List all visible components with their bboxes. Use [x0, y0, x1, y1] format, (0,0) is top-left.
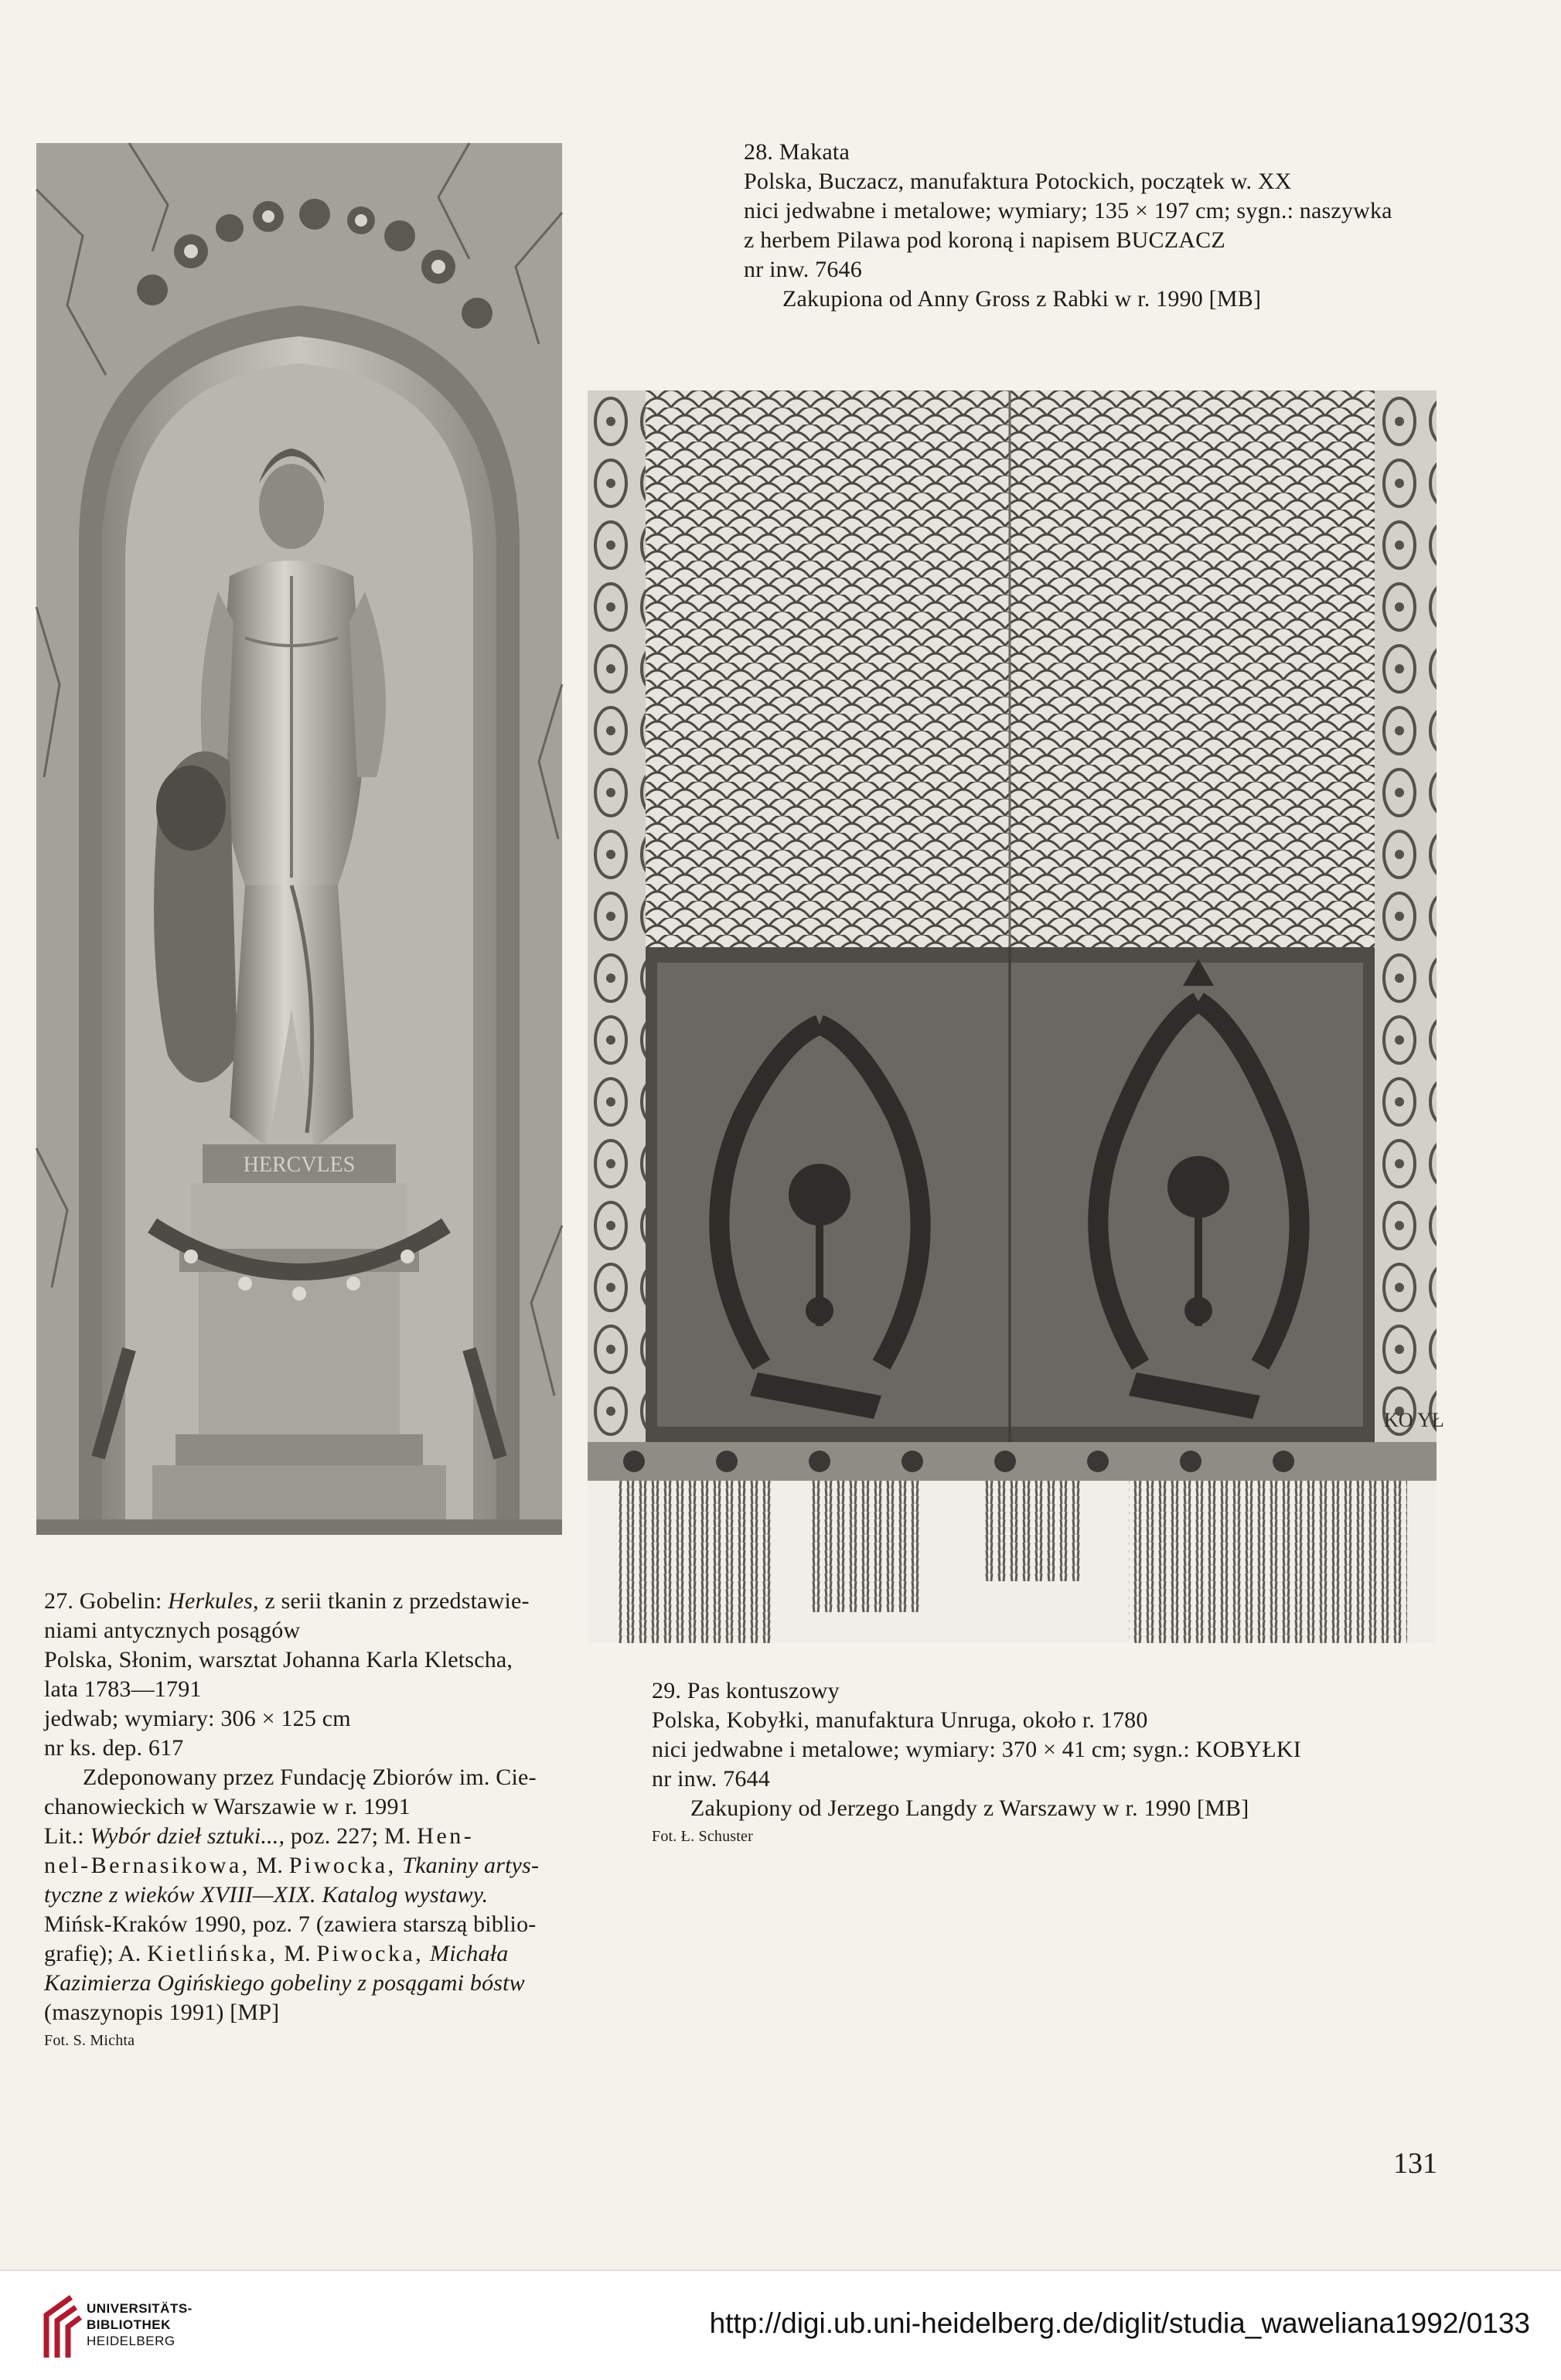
- caption-27-number: 27. Gobelin:: [44, 1588, 169, 1614]
- kobylki-mark: KO YŁ: [1384, 1409, 1444, 1431]
- caption-29-origin: Polska, Kobyłki, manufaktura Unruga, około r. 1780: [652, 1707, 1148, 1733]
- caption-27-lit-7: (maszynopis 1991) [MP]: [44, 2000, 280, 2025]
- logo-line-2: BIBLIOTHEK: [87, 2317, 171, 2332]
- caption-28-title: 28. Makata: [744, 139, 850, 165]
- caption-27-inventory: nr ks. dep. 617: [44, 1735, 184, 1761]
- caption-27-dates: lata 1783—1791: [44, 1676, 202, 1702]
- caption-28-signature: z herbem Pilawa pod koroną i napisem BUCZACZ: [744, 227, 1225, 253]
- caption-29-photo-credit: Fot. Ł. Schuster: [652, 1828, 753, 1845]
- logo-line-1: UNIVERSITÄTS-: [87, 2301, 193, 2316]
- gobelin-illustration: [36, 143, 562, 1535]
- caption-28: [744, 138, 1392, 314]
- caption-29: [652, 1676, 1301, 1848]
- caption-29-materials: nici jedwabne i metalowe; wymiary: 370 × 41 cm; sygn.: KOBYŁKI: [652, 1737, 1301, 1762]
- caption-28-materials: nici jedwabne i metalowe; wymiary; 135 × 197 cm; sygn.: naszywka: [744, 198, 1392, 223]
- caption-29-title: 29. Pas kontuszowy: [652, 1678, 840, 1703]
- caption-27-materials: jedwab; wymiary: 306 × 125 cm: [44, 1706, 351, 1731]
- caption-27-lit-3: tyczne z wieków XVIII—XIX. Katalog wystawy.: [44, 1882, 489, 1908]
- pedestal-inscription: HERCVLES: [243, 1153, 356, 1177]
- logo-line-3: HEIDELBERG: [87, 2334, 176, 2348]
- permalink-url[interactable]: http://digi.ub.uni-heidelberg.de/diglit/studia_waweliana1992/0133: [709, 2307, 1530, 2339]
- caption-29-inventory: nr inw. 7644: [652, 1766, 770, 1792]
- caption-27-series: z serii tkanin z przedstawie-: [258, 1588, 530, 1614]
- caption-27-origin: Polska, Słonim, warsztat Johanna Karla Kletscha,: [44, 1647, 513, 1672]
- caption-27-photo-credit: Fot. S. Michta: [44, 2032, 135, 2049]
- caption-27-title: Herkules,: [168, 1588, 259, 1614]
- caption-27-lit-6: Kazimierza Ogińskiego gobeliny z posągami bóstw: [44, 1970, 525, 1996]
- caption-27-provenance-1: Zdeponowany przez Fundację Zbiorów im. Cie-: [83, 1765, 537, 1790]
- caption-27-line2: niami antycznych posągów: [44, 1618, 301, 1643]
- makata-illustration: [588, 390, 1444, 1643]
- caption-27: [44, 1587, 539, 2052]
- caption-28-provenance: Zakupiona od Anny Gross z Rabki w r. 1990 [MB]: [782, 286, 1262, 312]
- caption-27-lit-5: grafię); A. Kietlińska, M. Piwocka, Michała: [44, 1941, 509, 1966]
- ub-heidelberg-wordmark: [87, 2300, 193, 2349]
- makata-pas-photo: [588, 390, 1444, 1643]
- caption-28-origin: Polska, Buczacz, manufaktura Potockich, początek w. XX: [744, 169, 1292, 194]
- caption-27-lit-2: nel-Bernasikowa, M. Piwocka, Tkaniny artys-: [44, 1853, 540, 1878]
- gobelin-hercules-photo: [36, 143, 562, 1535]
- library-footer: [0, 2269, 1561, 2380]
- caption-27-provenance-2: chanowieckich w Warszawie w r. 1991: [44, 1794, 411, 1819]
- caption-27-line1: [44, 1587, 539, 1616]
- page-number: 131: [1393, 2147, 1437, 2180]
- caption-29-provenance: Zakupiony od Jerzego Langdy z Warszawy w r. 1990 [MB]: [690, 1795, 1249, 1821]
- caption-27-lit-4: Mińsk-Kraków 1990, poz. 7 (zawiera starszą biblio-: [44, 1911, 537, 1937]
- caption-28-inventory: nr inw. 7646: [744, 257, 862, 282]
- caption-27-lit-1: Lit.: Wybór dzieł sztuki..., poz. 227; M. Hen-: [44, 1823, 475, 1849]
